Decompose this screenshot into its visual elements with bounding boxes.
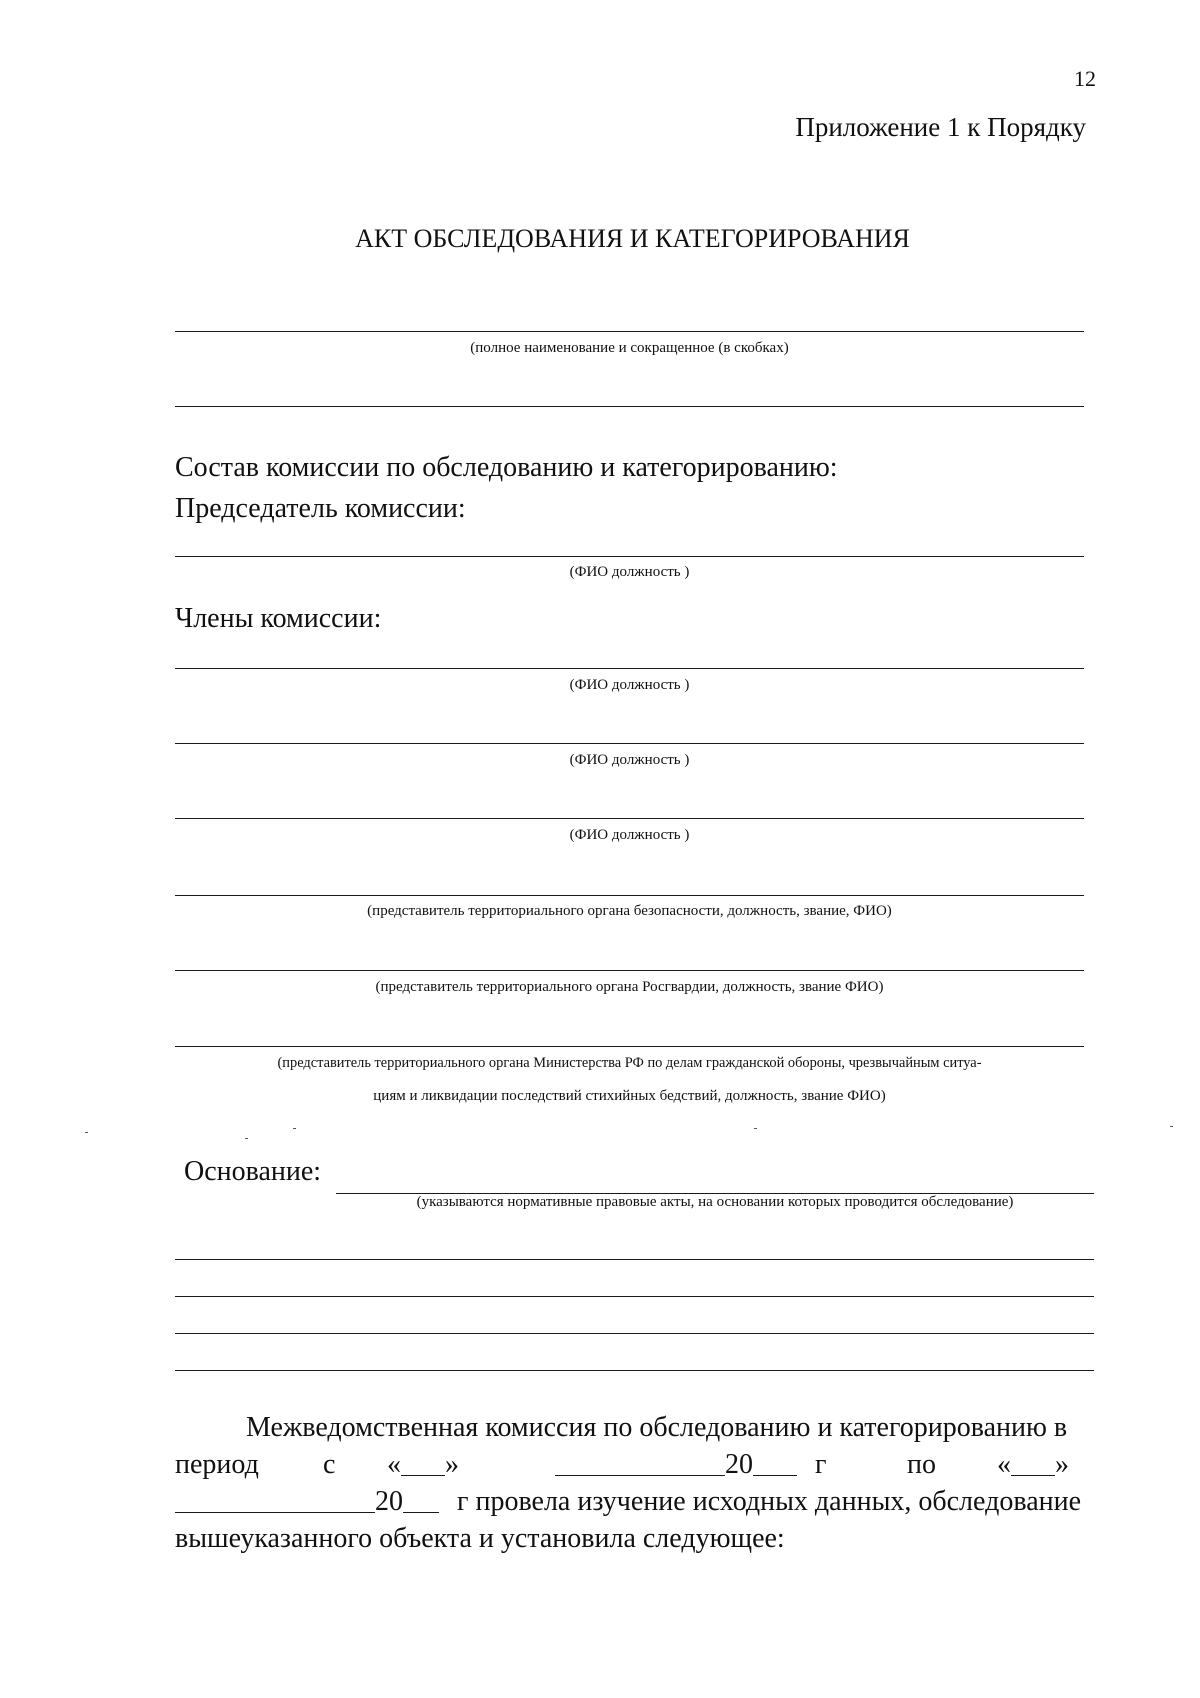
basis-extra-line-1[interactable] [175,1259,1094,1260]
scan-speck [85,1132,88,1133]
from-year-suffix: г [815,1449,827,1480]
members-label: Члены комиссии: [175,603,382,634]
emergency-rep-caption-line2: циям и ликвидации последствий стихийных бедствий, должность, звание ФИО) [373,1088,886,1104]
member-line-1[interactable] [175,668,1084,669]
to-year-blank[interactable] [403,1486,439,1513]
from-day-blank[interactable] [401,1449,445,1476]
basis-extra-line-3[interactable] [175,1333,1094,1334]
security-rep-caption: (представитель территориального органа безопасности, должность, звание, ФИО) [367,903,892,919]
rosgvardia-rep-caption: (представитель территориального органа Росгвардии, должность, звание ФИО) [375,979,884,995]
chairman-caption: (ФИО должность ) [569,564,690,580]
document-title: АКТ ОБСЛЕДОВАНИЯ И КАТЕГОРИРОВАНИЯ [355,224,910,253]
page-number: 12 [1074,66,1096,91]
to-month-blank[interactable] [175,1486,375,1513]
basis-caption: (указываются нормативные правовые акты, на основании которых проводится обследование) [416,1194,1014,1210]
member-caption-2: (ФИО должность ) [569,752,690,768]
from-word: с [323,1449,336,1480]
scan-speck [1170,1126,1173,1127]
member-line-3[interactable] [175,818,1084,819]
period-word: период [175,1449,259,1480]
statement-line-3 [175,1486,1095,1520]
to-day-blank[interactable] [1011,1449,1055,1476]
object-name-line[interactable] [175,331,1084,332]
to-quote-open: « [997,1449,1011,1480]
emergency-rep-line[interactable] [175,1046,1084,1047]
to-word: по [907,1449,936,1480]
rosgvardia-rep-line[interactable] [175,970,1084,971]
from-month-blank[interactable] [555,1449,725,1476]
appendix-reference: Приложение 1 к Порядку [795,112,1086,142]
from-quote-open: « [387,1449,401,1480]
statement-line-3-text: г провела изучение исходных данных, обследование [457,1486,1082,1517]
statement-line-4: вышеуказанного объекта и установила следующее: [175,1523,785,1554]
basis-extra-line-4[interactable] [175,1370,1094,1371]
to-year-prefix: 20 [375,1486,403,1517]
from-year-prefix: 20 [725,1449,753,1480]
from-quote-close: » [445,1449,459,1480]
scan-speck [754,1128,757,1129]
basis-label: Основание: [184,1156,322,1187]
member-line-2[interactable] [175,743,1084,744]
scan-speck [245,1138,248,1139]
from-year-blank[interactable] [753,1449,797,1476]
security-rep-line[interactable] [175,895,1084,896]
scan-speck [293,1128,296,1129]
chairman-label: Председатель комиссии: [175,493,466,524]
basis-extra-line-2[interactable] [175,1296,1094,1297]
object-name-caption: (полное наименование и сокращенное (в скобках) [470,340,789,356]
statement-line-2 [175,1449,1095,1483]
member-caption-3: (ФИО должность ) [569,827,690,843]
object-name-line-2[interactable] [175,406,1084,407]
emergency-rep-caption-line1: (представитель территориального органа Министерства РФ по делам гражданской обороны, чрезвычайным ситуа- [277,1055,982,1071]
to-quote-close: » [1055,1449,1069,1480]
member-caption-1: (ФИО должность ) [569,677,690,693]
statement-line-1: Межведомственная комиссия по обследованию и категорированию в [246,1412,1068,1443]
commission-heading: Состав комиссии по обследованию и категорированию: [175,452,838,483]
chairman-line[interactable] [175,556,1084,557]
